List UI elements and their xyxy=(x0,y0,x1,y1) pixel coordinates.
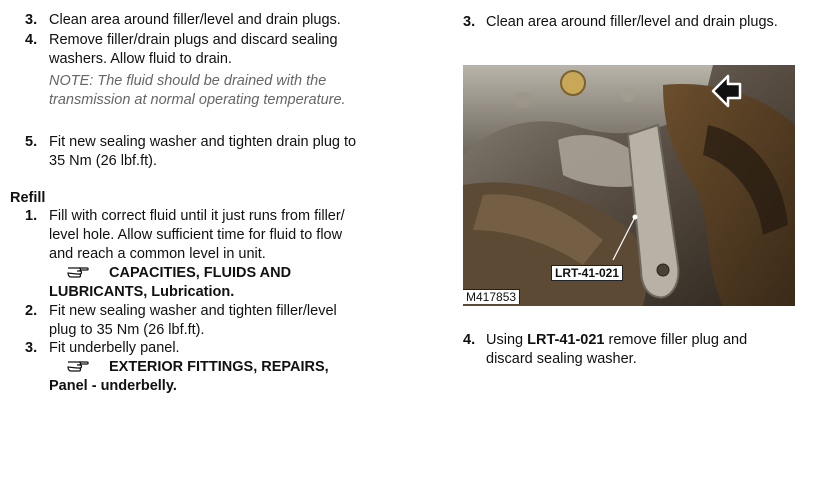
refill-3-reference-line2[interactable]: Panel - underbelly. xyxy=(49,378,177,394)
step-5-number: 5. xyxy=(25,134,38,150)
refill-2-text-line2: plug to 35 Nm (26 lbf.ft). xyxy=(49,322,205,338)
transmission-photo xyxy=(463,65,795,306)
refill-3-number: 3. xyxy=(25,340,38,356)
right-step-4-prefix: Using xyxy=(486,332,528,348)
pointing-hand-icon xyxy=(67,358,89,372)
refill-1-text-line3: and reach a common level in unit. xyxy=(49,246,266,262)
step-3-text: Clean area around filler/level and drain plugs. xyxy=(49,12,341,28)
right-step-4-number: 4. xyxy=(463,332,476,348)
right-step-4-suffix: remove filler plug and xyxy=(604,332,748,348)
tool-callout-label: LRT-41-021 xyxy=(551,265,623,281)
refill-3-text-line1: Fit underbelly panel. xyxy=(49,340,180,356)
right-step-4-text-line2: discard sealing washer. xyxy=(486,351,637,367)
refill-1-reference-text1: CAPACITIES, FLUIDS AND xyxy=(109,265,292,281)
right-step-4-tool: LRT-41-021 xyxy=(527,332,605,348)
right-step-3-number: 3. xyxy=(463,14,476,30)
refill-2-number: 2. xyxy=(25,303,38,319)
refill-1-reference-line1[interactable] xyxy=(67,264,291,283)
step-5-text-line2: 35 Nm (26 lbf.ft). xyxy=(49,153,157,169)
refill-2-text-line1: Fit new sealing washer and tighten filler/level xyxy=(49,303,337,319)
refill-heading: Refill xyxy=(10,190,46,206)
step-4-number: 4. xyxy=(25,32,38,48)
note-line2: transmission at normal operating temperature. xyxy=(49,92,346,108)
refill-1-reference-line2[interactable]: LUBRICANTS, Lubrication. xyxy=(49,284,235,300)
right-step-4-text-line1 xyxy=(486,331,747,350)
note-line1: NOTE: The fluid should be drained with the xyxy=(49,73,327,89)
step-3-number: 3. xyxy=(25,12,38,28)
figure-id-label: M417853 xyxy=(463,289,520,304)
refill-1-text-line1: Fill with correct fluid until it just runs from filler/ xyxy=(49,208,345,224)
pointing-hand-icon xyxy=(67,264,89,278)
step-4-text-line2: washers. Allow fluid to drain. xyxy=(49,51,232,67)
right-step-3-text: Clean area around filler/level and drain plugs. xyxy=(486,14,778,30)
refill-3-reference-line1[interactable] xyxy=(67,358,329,377)
step-5-text-line1: Fit new sealing washer and tighten drain plug to xyxy=(49,134,357,150)
refill-1-text-line2: level hole. Allow sufficient time for fluid to flow xyxy=(49,227,343,243)
refill-3-reference-text1: EXTERIOR FITTINGS, REPAIRS, xyxy=(109,359,329,375)
step-4-text-line1: Remove filler/drain plugs and discard sealing xyxy=(49,32,338,48)
transmission-photo-drawing xyxy=(463,65,795,306)
refill-1-number: 1. xyxy=(25,208,38,224)
